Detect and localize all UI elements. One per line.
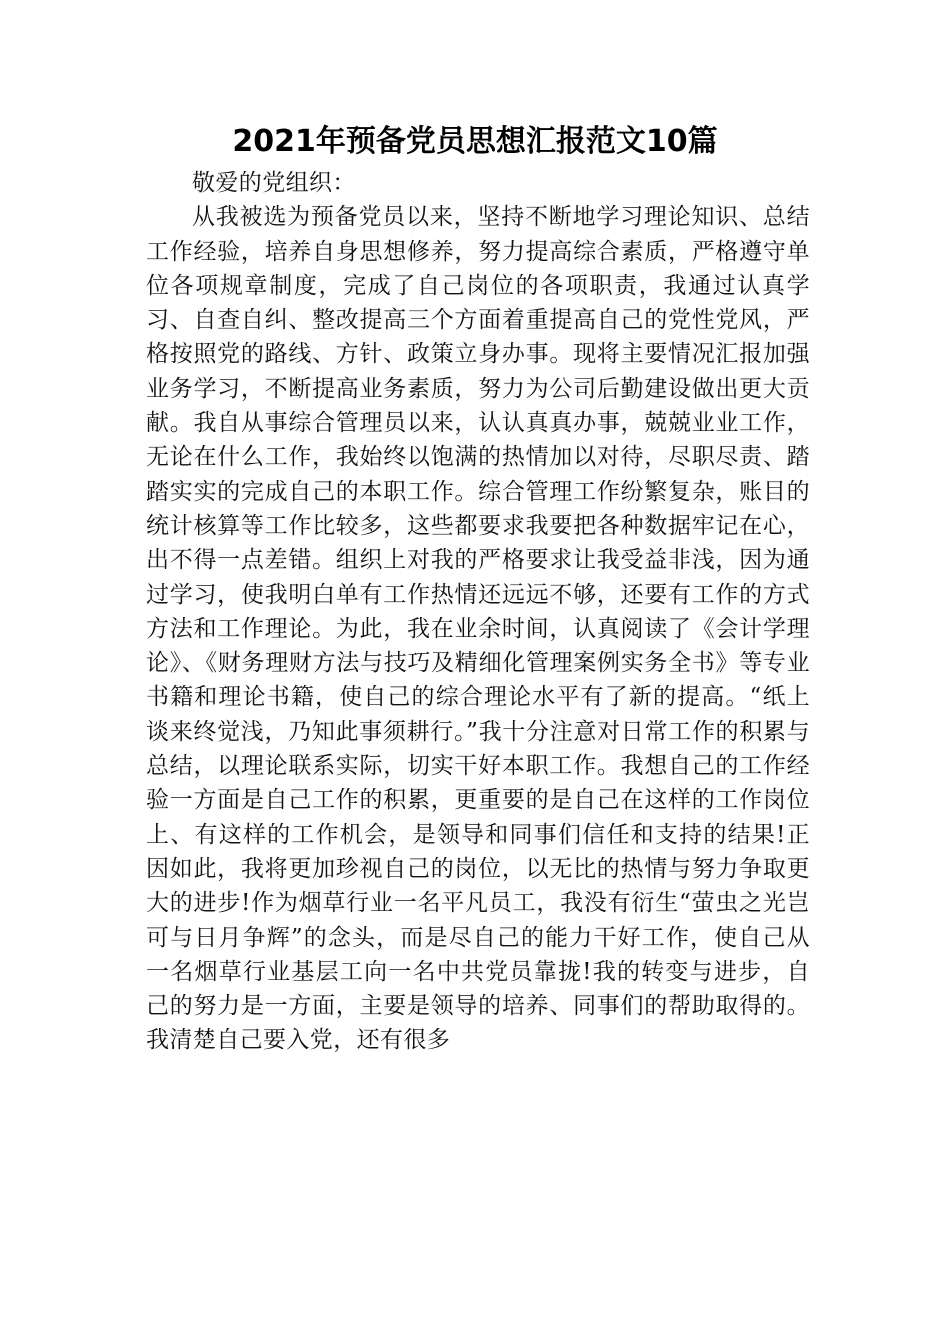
document-title: 2021年预备党员思想汇报范文10篇 — [232, 124, 718, 159]
salutation: 敬爱的党组织： — [192, 170, 356, 196]
body-paragraph: 从我被选为预备党员以来，坚持不断地学习理论知识、总结工作经验，培养自身思想修养，努力提高综合素质，严格遵守单位各项规章制度，完成了自己岗位的各项职责，我通过认真学习、自查自纠、整改提高三个方面着重提高自己的党性党风，严格按照党的路线、方针、政策立身办事。现将主要情况汇报加强业务学习，不断提高业务素质，努力为公司后勤建设做出更大贡献。我自从事综合管理员以来，认认真真办事，兢兢业业工作，无论在什么工作，我始终以饱满的热情加以对待，尽职尽责、踏踏实实的完成自己的本职工作。综合管理工作纷繁复杂，账目的统计核算等工作比较多，这些都要求我要把各种数据牢记在心，出不得一点差错。组织上对我的严格要求让我受益非浅，因为通过学习，使我明白单有工作热情还远远不够，还要有工作的方式方法和工作理论。为此，我在业余时间，认真阅读了《会计学理论》、《财务理财方法与技巧及精细化管理案例实务全书》等专业书籍和理论书籍，使自己的综合理论水平有了新的提高。“纸上谈来终觉浅，乃知此事须耕行。”我十分注意对日常工作的积累与总结，以理论联系实际，切实干好本职工作。我想自己的工作经验一方面是自己工作的积累，更重要的是自己在这样的工作岗位上、有这样的工作机会，是领导和同事们信任和支持的结果!正因如此，我将更加珍视自己的岗位，以无比的热情与努力争取更大的进步!作为烟草行业一名平凡员工，我没有衍生“萤虫之光岂可与日月争辉”的念头，而是尽自己的能力干好工作，使自己从一名烟草行业基层工向一名中共党员靠拢!我的转变与进步，自己的努力是一方面，主要是领导的培养、同事们的帮助取得的。我清楚自己要入党，还有很多 — [146, 204, 810, 1054]
document-body — [146, 166, 810, 1058]
